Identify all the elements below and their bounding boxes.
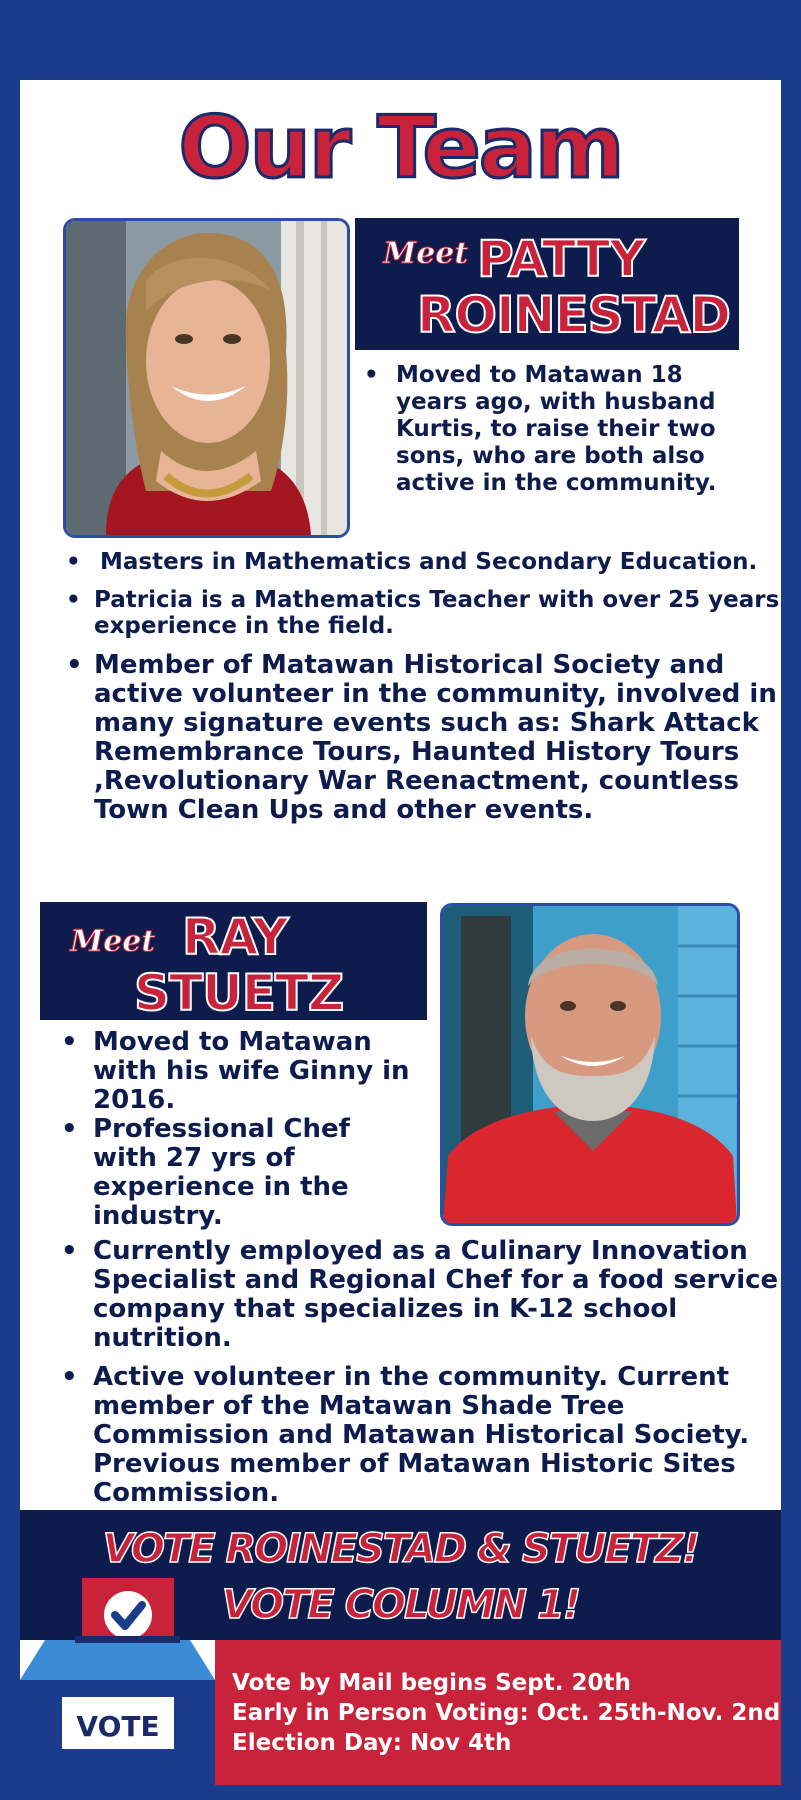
page-title: Our Team: [178, 98, 623, 198]
patty-bullet-list-top: [358, 362, 758, 497]
vote-by-mail-date: Vote by Mail begins Sept. 20th: [232, 1670, 631, 1696]
ray-first-name: RAY: [182, 908, 288, 966]
list-item: • Professional Chef with 27 yrs of experience in the industry.: [55, 1115, 415, 1231]
ballot-box-icon: [20, 1575, 215, 1785]
patty-meet-label: Meet: [383, 236, 469, 271]
list-item: • Moved to Matawan with his wife Ginny in 2016.: [55, 1028, 415, 1115]
list-item: • Patricia is a Mathematics Teacher with over 25 years experience in the field.: [60, 587, 780, 639]
ray-last-name: STUETZ: [134, 964, 344, 1022]
list-item: • Moved to Matawan 18 years ago, with husband Kurtis, to raise their two sons, who are both also active in the community.: [358, 362, 758, 497]
patty-bullet-list: [60, 549, 780, 825]
patty-last-name: ROINESTAD: [417, 286, 731, 344]
ray-portrait-image: [443, 906, 737, 1223]
patty-first-name: PATTY: [477, 230, 645, 288]
ray-bullet-list: [55, 1237, 785, 1508]
ballot-box-label: VOTE: [76, 1710, 160, 1743]
ray-name-box: [40, 902, 427, 1020]
election-day-date: Election Day: Nov 4th: [232, 1730, 512, 1756]
patty-photo: [63, 218, 350, 538]
list-item: • Currently employed as a Culinary Innovation Specialist and Regional Chef for a food service company that specializes in K-12 school nutrition.: [55, 1237, 785, 1353]
ray-photo: [440, 903, 740, 1226]
list-item: • Active volunteer in the community. Current member of the Matawan Shade Tree Commission and Matawan Historical Society. Previous member of Matawan Historic Sites Commission.: [55, 1363, 785, 1508]
list-item: • Masters in Mathematics and Secondary Education.: [60, 549, 780, 575]
early-voting-date: Early in Person Voting: Oct. 25th-Nov. 2nd: [232, 1700, 781, 1726]
list-item: • Member of Matawan Historical Society and active volunteer in the community, involved in many signature events such as: Shark Attack Remembrance Tours, Haunted History Tours ,Revolutionary War Reenactment, countless Town Clean Ups and other events.: [60, 651, 780, 825]
patty-name-box: [355, 218, 739, 350]
ray-bullet-list-top: [55, 1028, 415, 1231]
vote-slogan-line2: VOTE COLUMN 1!: [221, 1582, 580, 1628]
ray-meet-label: Meet: [70, 924, 156, 959]
vote-slogan-line1: VOTE ROINESTAD & STUETZ!: [102, 1526, 699, 1572]
election-dates: [232, 1668, 780, 1758]
patty-portrait-image: [66, 221, 347, 535]
